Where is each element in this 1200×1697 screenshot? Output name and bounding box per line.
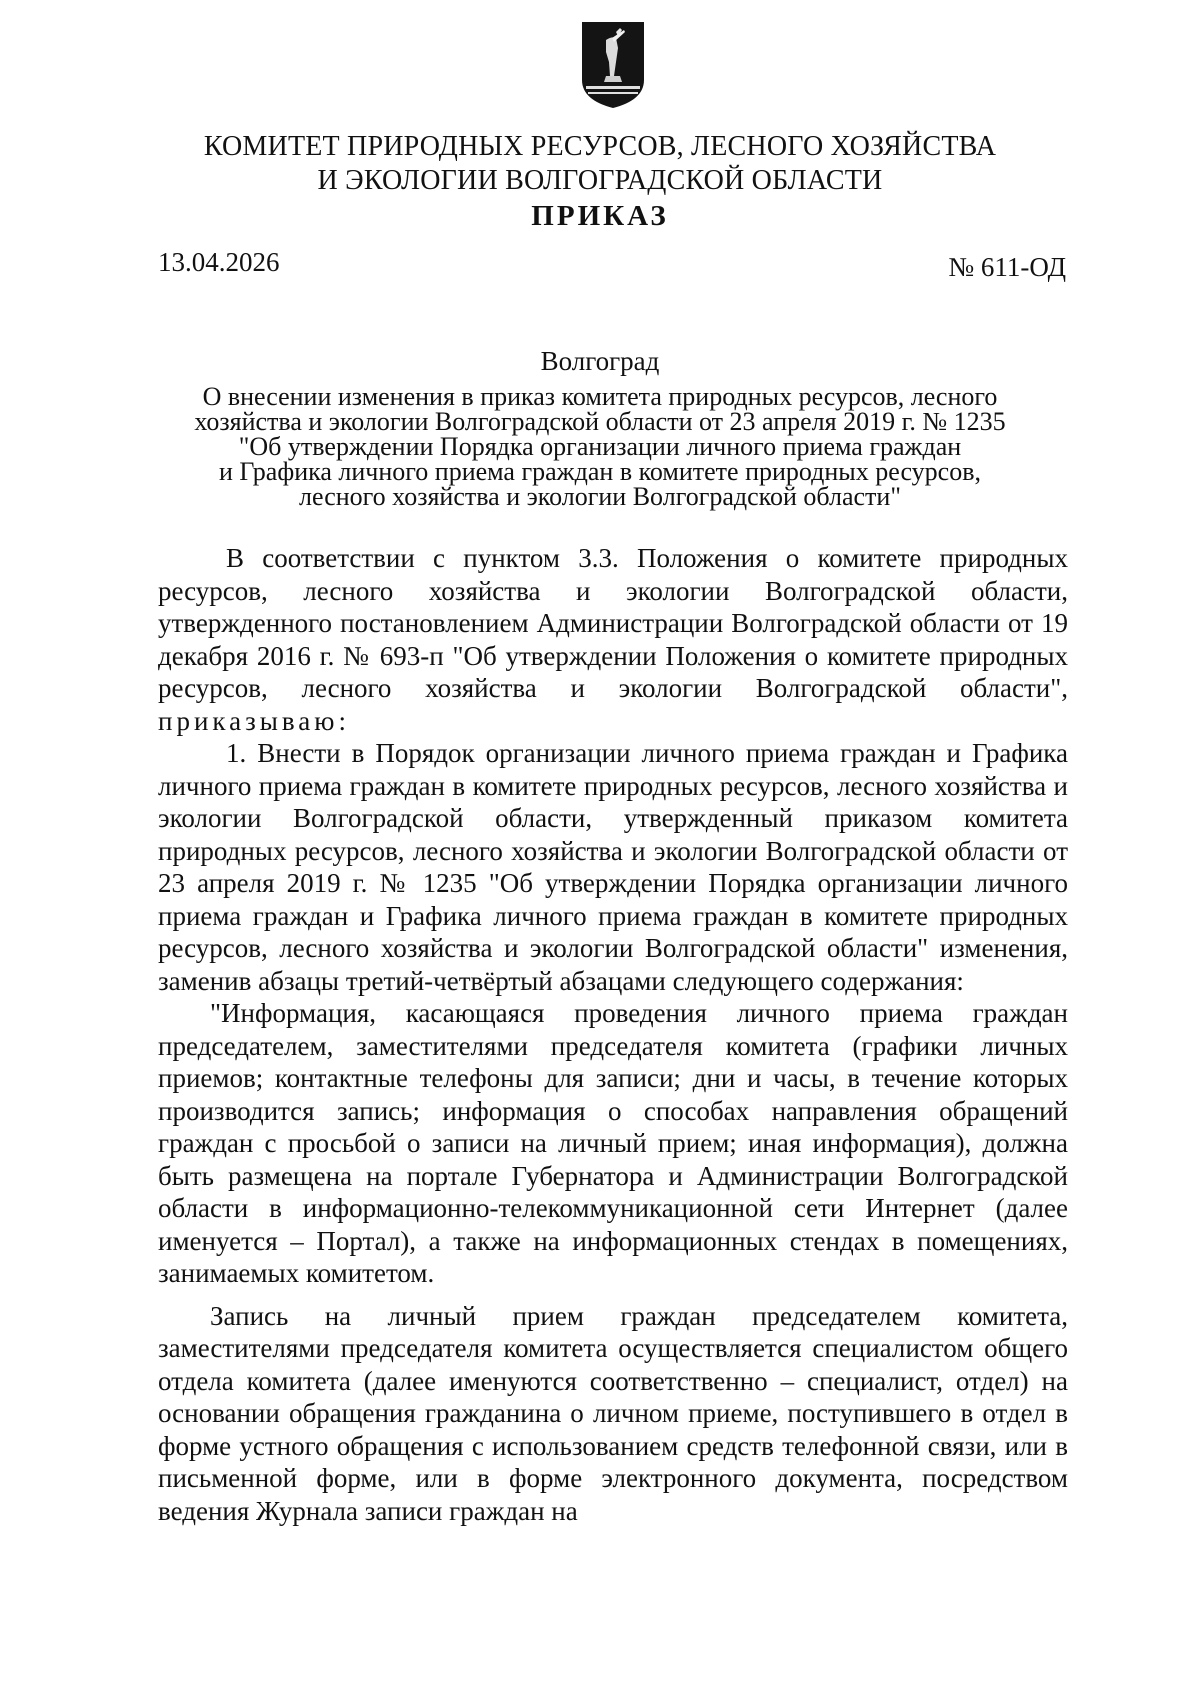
title-line: "Об утверждении Порядка организации личного приема граждан <box>238 432 962 461</box>
paragraph-item-1: 1. Внести в Порядок организации личного приема граждан и Графика личного приема граждан в комитете природных ресурсов, лесного хозяйства и экологии Волгоградской области, утвержденный приказом комитета природных ресурсов, лесного хозяйства и экологии Волгоградской области от 23 апреля 2019 г. № 1235 "Об утверждении Порядка организации личного приема граждан и Графика личного приема граждан в комитете природных ресурсов, лесного хозяйства и экологии Волгоградской области" изменения, заменив абзацы третий-четвёртый абзацами следующего содержания: <box>158 738 1068 996</box>
preamble-text: В соответствии с пунктом 3.3. Положения о комитете природных ресурсов, лесного хозяйства и экологии Волгоградской области, утвержденного постановлением Администрации Волгоградской области от 19 декабря 2016 г. № 693-п "Об утверждении Положения о комитете природных ресурсов, лесного хозяйства и экологии Волгоградской области", <box>158 543 1068 703</box>
title-line: и Графика личного приема граждан в комитете природных ресурсов, <box>219 457 981 486</box>
organization-name-line2: И ЭКОЛОГИИ ВОЛГОГРАДСКОЙ ОБЛАСТИ <box>317 165 883 196</box>
order-word: приказываю: <box>158 705 350 736</box>
paragraph-quote-2: Запись на личный прием граждан председателем комитета, заместителями председателя комитета осуществляется специалистом общего отдела комитета (далее именуются соответственно – специалист, отдел) на основании обращения гражданина о личном приеме, поступившего в отдел в форме устного обращения с использованием средств телефонной связи, или в письменной форме, или в форме электронного документа, посредством ведения Журнала записи граждан на <box>158 1300 1068 1526</box>
organization-name-line1: КОМИТЕТ ПРИРОДНЫХ РЕСУРСОВ, ЛЕСНОГО ХОЗЯЙСТВА <box>203 131 997 162</box>
document-title <box>150 384 1050 509</box>
paragraph-quote-1: "Информация, касающаяся проведения личного приема граждан председателем, заместителями председателя комитета (графики личных приемов; контактные телефоны для записи; дни и часы, в течение которых производится запись; информация о способах направления обращений граждан с просьбой о записи на личный прием; иная информация), должна быть размещена на портале Губернатора и Администрации Волгоградской области в информационно-телекоммуникационной сети Интернет (далее именуется – Портал), а также на информационных стендах в помещениях, занимаемых комитетом. <box>158 998 1068 1288</box>
organization-name <box>150 130 1050 198</box>
document-city: Волгоград <box>540 346 660 376</box>
paragraph-preamble <box>158 542 1068 737</box>
volgograd-coat-of-arms-icon <box>576 18 650 110</box>
document-type: ПРИКАЗ <box>531 200 669 232</box>
title-line: О внесении изменения в приказ комитета природных ресурсов, лесного <box>202 382 998 411</box>
title-line: хозяйства и экологии Волгоградской области от 23 апреля 2019 г. № 1235 <box>194 407 1006 436</box>
title-line: лесного хозяйства и экологии Волгоградской области" <box>299 482 901 511</box>
document-date: 13.04.2026 <box>158 247 280 277</box>
document-body <box>158 542 1068 1527</box>
document-number: № 611-ОД <box>948 252 1066 282</box>
